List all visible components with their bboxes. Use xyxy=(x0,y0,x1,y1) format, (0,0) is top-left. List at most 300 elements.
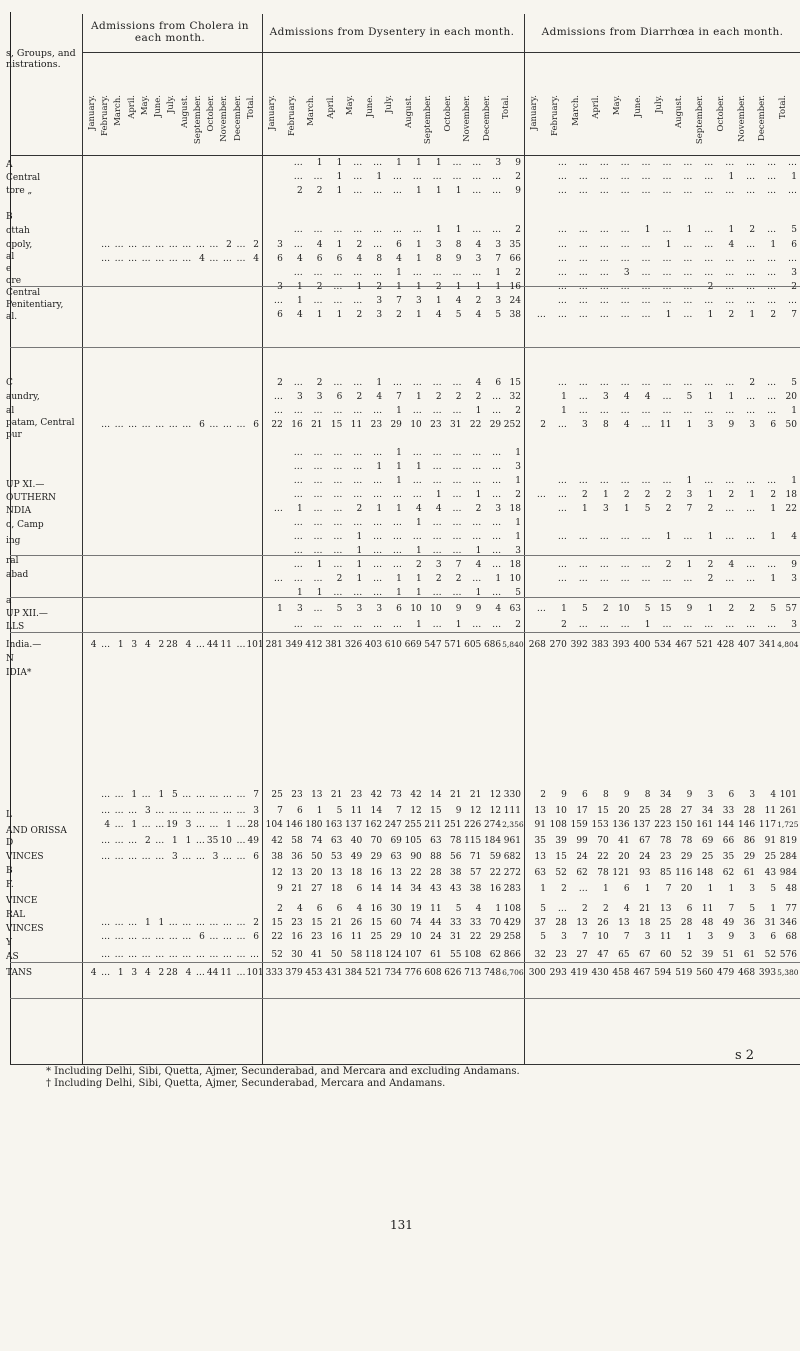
table-cell: 38 xyxy=(469,884,482,894)
table-cell: … xyxy=(620,560,630,570)
table-cell: 28 xyxy=(166,968,178,978)
table-cell: 2 xyxy=(356,310,363,320)
table-cell: … xyxy=(273,406,283,416)
stub-label: ore xyxy=(6,276,22,286)
table-cell: 62 xyxy=(576,868,588,878)
table-cell: 6 xyxy=(316,904,323,914)
table-cell: … xyxy=(313,268,323,278)
table-cell: 381 xyxy=(325,640,343,650)
table-cell: 9 xyxy=(455,806,462,816)
table-cell: 66 xyxy=(509,254,521,264)
table-cell: 44 xyxy=(206,640,219,650)
table-cell: 458 xyxy=(612,968,630,978)
table-cell: … xyxy=(209,932,219,942)
table-cell: 20 xyxy=(618,852,630,862)
table-cell: 281 xyxy=(265,640,283,650)
table-cell: 4 xyxy=(728,560,735,570)
table-cell: … xyxy=(620,378,630,388)
table-cell: 20 xyxy=(618,806,630,816)
table-cell: 18 xyxy=(785,490,797,500)
table-cell: 22 xyxy=(271,420,283,430)
table-cell: … xyxy=(222,950,232,960)
table-row xyxy=(264,820,522,832)
table-cell: 88 xyxy=(430,852,442,862)
stub-label: OUTHERN xyxy=(6,493,57,503)
table-row xyxy=(264,378,522,390)
table-cell: … xyxy=(353,296,363,306)
table-cell: 38 xyxy=(271,852,283,862)
table-cell: … xyxy=(293,532,303,542)
table-cell: … xyxy=(333,490,343,500)
table-cell: 3 xyxy=(644,932,651,942)
table-cell: 1 xyxy=(455,620,462,630)
table-cell: … xyxy=(557,172,567,182)
table-cell: … xyxy=(452,158,462,168)
table-cell: 3 xyxy=(602,392,609,402)
table-cell: 1 xyxy=(158,918,165,928)
table-cell: … xyxy=(313,604,323,614)
table-cell: … xyxy=(662,268,672,278)
table-cell: 4 xyxy=(475,310,482,320)
table-cell: 6 xyxy=(582,790,588,800)
table-row xyxy=(526,172,798,184)
table-cell: … xyxy=(767,186,777,196)
table-cell: … xyxy=(236,640,246,650)
table-cell: … xyxy=(620,225,630,235)
table-cell: … xyxy=(101,420,111,430)
table-row xyxy=(84,806,260,818)
table-cell: 2 xyxy=(356,392,363,402)
stub-label: LLS xyxy=(6,622,25,632)
table-cell: 6 xyxy=(277,254,283,264)
table-cell: … xyxy=(662,296,672,306)
table-cell: 1 xyxy=(475,406,482,416)
table-cell: 50 xyxy=(785,420,797,430)
table-row xyxy=(526,918,798,930)
table-cell: 73 xyxy=(390,790,402,800)
table-cell: … xyxy=(620,406,630,416)
stub-label: TANS xyxy=(6,968,33,978)
table-cell: 223 xyxy=(654,820,672,830)
table-cell: … xyxy=(432,532,442,542)
table-cell: 3 xyxy=(602,504,609,514)
table-cell: … xyxy=(620,620,630,630)
table-cell: 1 xyxy=(455,282,462,292)
table-cell: 392 xyxy=(570,640,588,650)
table-cell: 6 xyxy=(336,392,343,402)
table-cell: … xyxy=(432,172,442,182)
table-cell: … xyxy=(620,158,630,168)
table-cell: 36 xyxy=(291,852,303,862)
table-row xyxy=(84,790,260,802)
table-cell: … xyxy=(209,950,219,960)
table-cell: … xyxy=(313,462,323,472)
table-cell: 2 xyxy=(158,640,165,650)
table-cell: 13 xyxy=(660,904,672,914)
table-cell: 3 xyxy=(749,932,756,942)
table-cell: … xyxy=(578,532,588,542)
table-cell: 9 xyxy=(475,604,482,614)
table-cell: 1 xyxy=(356,546,363,556)
table-cell: 13 xyxy=(291,868,303,878)
table-cell: 1 xyxy=(665,310,672,320)
table-cell: 10 xyxy=(555,806,567,816)
table-cell: 19 xyxy=(166,820,178,830)
dysentery-month-header: August. xyxy=(403,95,414,129)
table-row xyxy=(526,225,798,237)
table-cell: 1 xyxy=(416,546,422,556)
stub-label: UP XI.— xyxy=(6,480,45,490)
table-cell: 28 xyxy=(555,918,567,928)
table-row xyxy=(264,640,522,652)
table-cell: 226 xyxy=(464,820,482,830)
table-cell: 13 xyxy=(534,806,546,816)
table-cell: 2 xyxy=(749,225,756,235)
table-cell: … xyxy=(578,268,588,278)
table-cell: 2 xyxy=(144,836,151,846)
table-cell: … xyxy=(222,790,232,800)
table-cell: … xyxy=(273,504,283,514)
table-row xyxy=(264,950,522,962)
table-cell: 9 xyxy=(515,158,521,168)
table-cell: 22 xyxy=(271,932,283,942)
table-cell: 2 xyxy=(435,574,442,584)
table-cell: 34 xyxy=(410,884,422,894)
table-cell: 69 xyxy=(390,836,402,846)
table-row xyxy=(264,532,522,544)
table-cell: … xyxy=(128,932,138,942)
table-cell: 6 xyxy=(199,932,205,942)
stub-label: Y xyxy=(6,938,12,948)
table-cell: 1 xyxy=(131,820,138,830)
table-cell: 7 xyxy=(665,884,672,894)
table-cell: 1 xyxy=(475,588,482,598)
table-cell: 866 xyxy=(503,950,521,960)
table-cell: 1 xyxy=(131,790,138,800)
table-cell: … xyxy=(746,296,756,306)
table-cell: 69 xyxy=(701,836,714,846)
table-cell: … xyxy=(767,172,777,182)
table-cell: 8 xyxy=(376,254,383,264)
table-cell: … xyxy=(412,172,422,182)
table-cell: 2 xyxy=(728,604,735,614)
table-cell: 4 xyxy=(356,904,363,914)
table-cell: 1 xyxy=(336,158,343,168)
table-cell: 42 xyxy=(370,790,383,800)
table-cell: 1 xyxy=(791,406,797,416)
table-row xyxy=(264,225,522,237)
table-cell: 7 xyxy=(396,296,402,306)
table-cell: … xyxy=(641,254,651,264)
table-cell: 2 xyxy=(582,904,588,914)
table-row xyxy=(84,420,260,432)
table-cell: 41 xyxy=(311,950,323,960)
table-cell: 65 xyxy=(618,950,630,960)
stub-label: abad xyxy=(6,570,29,580)
table-cell: 429 xyxy=(503,918,521,928)
table-cell: 10 xyxy=(597,932,609,942)
table-cell: 2 xyxy=(435,392,442,402)
table-cell: 16 xyxy=(370,868,383,878)
cholera-month-header: June. xyxy=(153,95,164,118)
table-cell: 29 xyxy=(489,932,502,942)
table-cell: … xyxy=(452,532,462,542)
table-cell: 7 xyxy=(495,254,502,264)
table-cell: 36 xyxy=(743,918,756,928)
table-cell: 1 xyxy=(602,490,609,500)
table-cell: … xyxy=(557,310,567,320)
table-cell: 560 xyxy=(696,968,714,978)
table-cell: 3 xyxy=(582,420,588,430)
table-cell: … xyxy=(313,620,323,630)
table-cell: 2 xyxy=(665,560,672,570)
table-cell: … xyxy=(333,296,343,306)
table-cell: 1 xyxy=(117,640,124,650)
stub-label: Central xyxy=(6,288,41,298)
table-cell: 1 xyxy=(336,186,343,196)
table-cell: … xyxy=(392,378,402,388)
table-row xyxy=(526,806,798,818)
table-cell: 108 xyxy=(464,950,482,960)
table-cell: … xyxy=(725,158,735,168)
table-cell: 4 xyxy=(185,640,192,650)
table-cell: 4 xyxy=(623,392,630,402)
table-cell: … xyxy=(141,790,151,800)
table-cell: … xyxy=(725,620,735,630)
table-cell: … xyxy=(746,282,756,292)
table-cell: … xyxy=(236,240,246,250)
table-cell: 2 xyxy=(707,282,714,292)
table-cell: 3 xyxy=(791,620,797,630)
table-row xyxy=(264,254,522,266)
table-cell: 5,380 xyxy=(777,968,799,977)
table-cell: … xyxy=(472,448,482,458)
table-cell: 1 xyxy=(396,448,402,458)
table-cell: … xyxy=(578,884,588,894)
table-cell: … xyxy=(662,392,672,402)
table-cell: … xyxy=(222,918,232,928)
table-cell: 99 xyxy=(576,836,588,846)
table-cell: 349 xyxy=(285,640,303,650)
table-cell: … xyxy=(313,448,323,458)
table-cell: 1 xyxy=(117,968,124,978)
table-cell: 2 xyxy=(336,574,343,584)
table-cell: 93 xyxy=(639,868,651,878)
table-cell: 2 xyxy=(515,620,521,630)
table-cell: 3 xyxy=(495,158,502,168)
table-cell: 58 xyxy=(291,836,303,846)
table-cell: 43 xyxy=(430,884,442,894)
table-cell: … xyxy=(620,532,630,542)
table-cell: 11 xyxy=(660,420,672,430)
table-cell: … xyxy=(101,932,111,942)
table-cell: 5 xyxy=(455,310,462,320)
table-cell: 2 xyxy=(396,310,402,320)
table-cell: 49 xyxy=(722,918,735,928)
table-cell: 1 xyxy=(749,490,756,500)
table-cell: 1 xyxy=(644,225,651,235)
table-cell: 146 xyxy=(285,820,303,830)
table-cell: 4 xyxy=(185,968,192,978)
table-cell: 29 xyxy=(390,932,402,942)
table-cell: … xyxy=(114,852,124,862)
table-cell: … xyxy=(114,254,124,264)
table-row xyxy=(526,420,798,432)
table-cell: 1 xyxy=(396,282,402,292)
table-row xyxy=(526,968,798,980)
table-cell: … xyxy=(662,406,672,416)
table-cell: … xyxy=(293,172,303,182)
table-cell: 1 xyxy=(416,574,422,584)
table-cell: … xyxy=(114,918,124,928)
table-cell: 6 xyxy=(791,240,797,250)
table-cell: 28 xyxy=(680,918,693,928)
table-cell: 3 xyxy=(316,392,323,402)
table-cell: … xyxy=(620,172,630,182)
table-cell: 11 xyxy=(220,640,232,650)
table-cell: 430 xyxy=(591,968,609,978)
table-cell: … xyxy=(392,546,402,556)
table-cell: … xyxy=(787,296,797,306)
table-cell: 33 xyxy=(450,918,462,928)
table-cell: … xyxy=(641,574,651,584)
table-row xyxy=(264,852,522,864)
table-cell: 1 xyxy=(495,574,502,584)
table-cell: 15 xyxy=(509,378,521,388)
table-cell: 1 xyxy=(561,406,567,416)
table-cell: … xyxy=(412,225,422,235)
table-cell: … xyxy=(313,296,323,306)
table-cell: 1 xyxy=(396,406,402,416)
table-cell: … xyxy=(452,406,462,416)
table-cell: 7 xyxy=(623,932,630,942)
table-cell: 7 xyxy=(582,932,588,942)
table-cell: 384 xyxy=(345,968,363,978)
table-cell: 393 xyxy=(612,640,630,650)
table-row xyxy=(264,620,522,632)
table-cell: … xyxy=(209,790,219,800)
table-cell: 1 xyxy=(416,240,422,250)
diarrhoea-month-header: July. xyxy=(653,95,664,113)
table-cell: … xyxy=(155,852,165,862)
table-row xyxy=(264,836,522,848)
table-cell: … xyxy=(195,836,205,846)
table-cell: … xyxy=(101,254,111,264)
table-cell: 2 xyxy=(602,904,609,914)
table-cell: … xyxy=(746,504,756,514)
table-row xyxy=(526,532,798,544)
table-cell: … xyxy=(641,268,651,278)
stub-label: IDIA* xyxy=(6,668,32,678)
table-cell: 252 xyxy=(503,420,521,430)
table-cell: 10 xyxy=(410,932,422,942)
table-cell: … xyxy=(155,420,165,430)
table-cell: 1 xyxy=(728,172,735,182)
table-cell: … xyxy=(704,186,714,196)
table-cell: 11 xyxy=(350,420,363,430)
table-row xyxy=(526,268,798,280)
table-cell: 61 xyxy=(743,868,756,878)
table-cell: 1 xyxy=(277,604,283,614)
table-row xyxy=(264,392,522,404)
table-cell: 40 xyxy=(350,836,363,846)
table-cell: … xyxy=(704,254,714,264)
table-cell: 43 xyxy=(450,884,462,894)
table-cell: … xyxy=(222,806,232,816)
table-cell: 4 xyxy=(770,790,777,800)
table-cell: … xyxy=(746,620,756,630)
table-cell: 49 xyxy=(247,836,259,846)
table-cell: 1 xyxy=(396,588,402,598)
table-cell: 146 xyxy=(737,820,756,830)
diarrhoea-month-header: January. xyxy=(529,95,539,130)
table-cell: … xyxy=(155,806,165,816)
table-cell: 18 xyxy=(509,504,521,514)
table-cell: 467 xyxy=(633,968,651,978)
table-cell: 20 xyxy=(311,868,323,878)
table-cell: 15 xyxy=(370,918,383,928)
table-cell: … xyxy=(392,490,402,500)
table-cell: … xyxy=(746,574,756,584)
table-cell: 60 xyxy=(660,950,672,960)
table-cell: … xyxy=(620,296,630,306)
table-cell: … xyxy=(452,504,462,514)
table-cell: 1 xyxy=(561,604,567,614)
cholera-month-header: December. xyxy=(232,95,243,141)
table-cell: … xyxy=(557,904,567,914)
table-cell: … xyxy=(746,392,756,402)
table-cell: 521 xyxy=(696,640,714,650)
table-row xyxy=(264,504,522,516)
table-cell: … xyxy=(353,476,363,486)
table-cell: … xyxy=(222,420,232,430)
table-cell: 2 xyxy=(644,490,651,500)
table-cell: … xyxy=(557,560,567,570)
table-cell: 2 xyxy=(515,225,521,235)
table-cell: … xyxy=(353,378,363,388)
table-cell: 12 xyxy=(410,806,422,816)
table-cell: 11 xyxy=(430,904,442,914)
table-cell: 258 xyxy=(503,932,521,942)
table-cell: … xyxy=(141,240,151,250)
table-cell: … xyxy=(472,574,482,584)
table-cell: 18 xyxy=(330,884,343,894)
table-cell: 669 xyxy=(404,640,422,650)
table-cell: 5 xyxy=(770,884,777,894)
table-cell: … xyxy=(725,378,735,388)
table-row xyxy=(526,254,798,266)
table-cell: … xyxy=(182,918,192,928)
table-cell: 1 xyxy=(455,186,462,196)
table-cell: … xyxy=(492,518,502,528)
table-cell: 21 xyxy=(469,790,482,800)
table-cell: 25 xyxy=(370,932,383,942)
table-cell: 5 xyxy=(455,904,462,914)
table-cell: 1 xyxy=(686,476,693,486)
table-cell: 4 xyxy=(435,310,442,320)
stub-label: o, Camp xyxy=(6,520,44,530)
table-cell: … xyxy=(209,820,219,830)
table-cell: 22 xyxy=(410,868,422,878)
table-cell: 2 xyxy=(296,186,303,196)
table-cell: 247 xyxy=(384,820,402,830)
table-cell: … xyxy=(472,186,482,196)
table-row xyxy=(264,420,522,432)
table-cell: … xyxy=(472,518,482,528)
diarrhoea-month-header: June. xyxy=(632,95,643,118)
table-cell: 431 xyxy=(325,968,343,978)
table-cell: 608 xyxy=(424,968,442,978)
